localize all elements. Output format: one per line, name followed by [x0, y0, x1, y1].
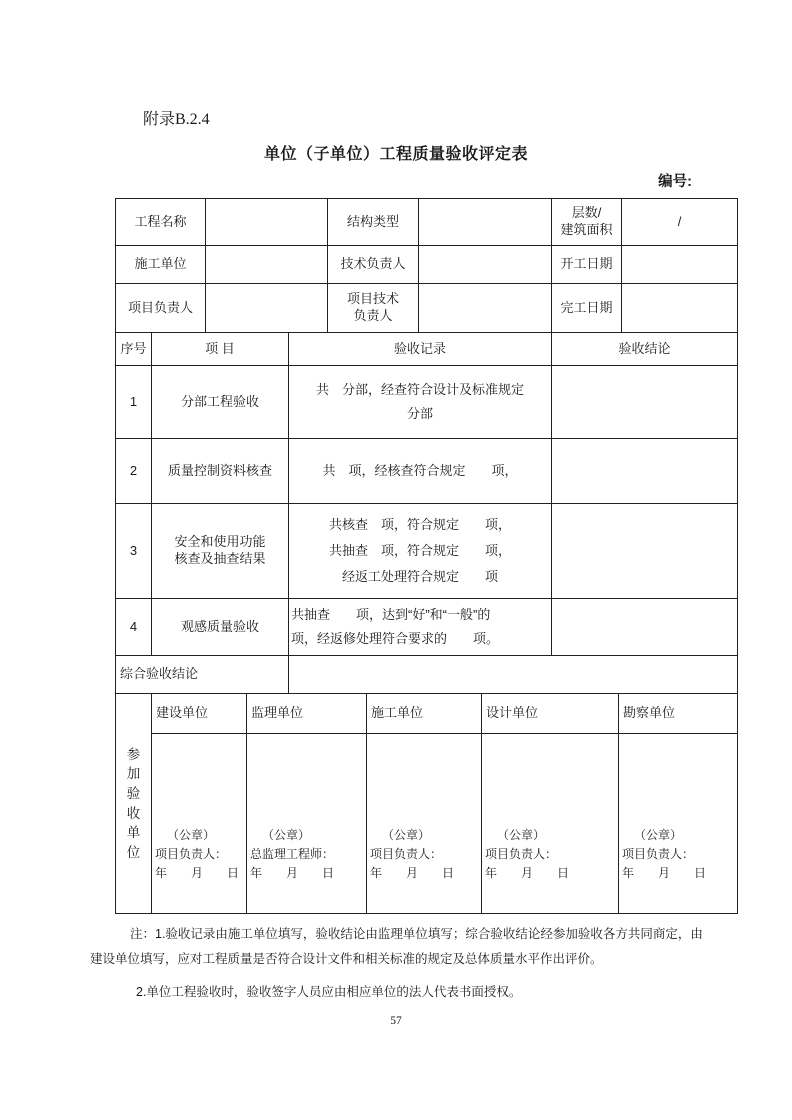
- date-label: 年 月 日: [370, 866, 455, 880]
- floors-area-value: /: [622, 199, 738, 246]
- col-header-item: 项 目: [152, 333, 289, 366]
- date-label: 年 月 日: [155, 866, 240, 880]
- participants-signature-row: [116, 734, 738, 914]
- date-label: 年 月 日: [250, 866, 335, 880]
- item-3-record-line2: 共抽查 项，符合规定 项，: [328, 543, 511, 558]
- table-row: [116, 284, 738, 333]
- project-name-value: [206, 199, 328, 246]
- item-4-name: 观感质量验收: [152, 599, 289, 656]
- table-row: [116, 366, 738, 439]
- table-row: [116, 504, 738, 599]
- technical-director-label: 技术负责人: [328, 246, 419, 284]
- note-1: 注：1.验收记录由施工单位填写，验收结论由监理单位填写；综合验收结论经参加验收各方共同商定，由建设单位填写，应对工程质量是否符合设计文件和相关标准的规定及总体质量水平作出评价。: [90, 927, 703, 966]
- item-1-no: 1: [116, 366, 152, 439]
- date-label: 年 月 日: [485, 866, 570, 880]
- item-3-name-line2: 核查及抽查结果: [174, 551, 266, 566]
- construction-unit-value: [206, 246, 328, 284]
- stamp-label: （公章）: [497, 828, 546, 842]
- items-header-row: [116, 333, 738, 366]
- item-1-name: 分部工程验收: [152, 366, 289, 439]
- table-row: [116, 199, 738, 246]
- project-tech-director-label: [328, 284, 419, 333]
- signature-cell-contractor: [367, 734, 482, 914]
- project-manager-value: [206, 284, 328, 333]
- participants-side-label-text: 参加验收单位: [126, 746, 141, 860]
- doc-number-label: 编号:: [658, 174, 692, 190]
- project-manager-label: 项目负责人: [116, 284, 206, 333]
- item-1-record-line1: 共 分部，经查符合设计及标准规定: [315, 382, 524, 397]
- project-tech-label-line2: 负责人: [353, 308, 393, 323]
- date-label: 年 月 日: [622, 866, 707, 880]
- floors-label-line1: 层数/: [571, 205, 602, 221]
- table-row: [116, 656, 738, 694]
- page-number: 57: [390, 1015, 402, 1027]
- project-tech-label-line1: 项目技术: [346, 291, 399, 307]
- item-3-name: [152, 504, 289, 599]
- item-3-name-line1: 安全和使用功能: [174, 534, 266, 550]
- item-4-record: [289, 599, 552, 656]
- floors-area-label: [552, 199, 622, 246]
- acceptance-items-table: [115, 332, 738, 656]
- signature-cell-survey: [619, 734, 738, 914]
- notes-section: [90, 922, 710, 1005]
- signer-label: 项目负责人：: [622, 847, 695, 861]
- col-header-no: 序号: [116, 333, 152, 366]
- unit-header-contractor: 施工单位: [367, 694, 482, 734]
- structure-type-value: [419, 199, 552, 246]
- item-4-conclusion: [552, 599, 738, 656]
- finish-date-label: 完工日期: [552, 284, 622, 333]
- item-1-conclusion: [552, 366, 738, 439]
- acceptance-form-table: [115, 198, 737, 914]
- signature-cell-construction-owner: [152, 734, 247, 914]
- item-3-no: 3: [116, 504, 152, 599]
- item-2-record-line1: 共 项，经核查符合规定 项，: [322, 463, 518, 478]
- unit-header-design: 设计单位: [482, 694, 619, 734]
- item-3-record: [289, 504, 552, 599]
- item-4-no: 4: [116, 599, 152, 656]
- technical-director-value: [419, 246, 552, 284]
- stamp-label: （公章）: [382, 828, 431, 842]
- col-header-conclusion: 验收结论: [552, 333, 738, 366]
- item-2-no: 2: [116, 439, 152, 504]
- signer-label: 项目负责人：: [155, 847, 228, 861]
- stamp-label: （公章）: [634, 828, 683, 842]
- item-1-record-line2: 分部: [406, 406, 433, 421]
- col-header-record: 验收记录: [289, 333, 552, 366]
- unit-header-supervision: 监理单位: [247, 694, 367, 734]
- item-4-record-line1: 共抽查 项，达到“好”和“一般”的: [291, 607, 491, 622]
- note-2: 2.单位工程验收时，验收签字人员应由相应单位的法人代表书面授权。: [136, 985, 522, 999]
- signature-cell-design: [482, 734, 619, 914]
- item-3-record-line1: 共核查 项，符合规定 项，: [328, 517, 511, 532]
- item-3-record-line3: 经返工处理符合规定 项: [341, 569, 498, 584]
- stamp-label: （公章）: [262, 828, 311, 842]
- summary-conclusion-label: 综合验收结论: [116, 656, 289, 694]
- appendix-label: 附录B.2.4: [143, 111, 210, 128]
- item-2-conclusion: [552, 439, 738, 504]
- stamp-label: （公章）: [167, 828, 216, 842]
- floors-label-line2: 建筑面积: [560, 222, 613, 237]
- table-row: [116, 246, 738, 284]
- item-4-record-line2: 项，经返修处理符合要求的 项。: [291, 631, 500, 646]
- signer-label: 项目负责人：: [485, 847, 558, 861]
- project-name-label: 工程名称: [116, 199, 206, 246]
- signer-label: 项目负责人：: [370, 847, 443, 861]
- page-title: 单位（子单位）工程质量验收评定表: [263, 146, 528, 163]
- construction-unit-label: 施工单位: [116, 246, 206, 284]
- project-tech-director-value: [419, 284, 552, 333]
- participants-side-label: [116, 694, 152, 914]
- unit-header-survey: 勘察单位: [619, 694, 738, 734]
- item-1-record: [289, 366, 552, 439]
- start-date-value: [622, 246, 738, 284]
- item-2-name: 质量控制资料核查: [152, 439, 289, 504]
- item-2-record: [289, 439, 552, 504]
- item-3-conclusion: [552, 504, 738, 599]
- signature-cell-supervision: [247, 734, 367, 914]
- summary-conclusion-value: [289, 656, 738, 694]
- finish-date-value: [622, 284, 738, 333]
- structure-type-label: 结构类型: [328, 199, 419, 246]
- table-row: [116, 439, 738, 504]
- signer-label: 总监理工程师：: [250, 847, 335, 861]
- participants-table: [115, 693, 738, 914]
- unit-header-construction-owner: 建设单位: [152, 694, 247, 734]
- project-info-table: [115, 198, 738, 333]
- participants-header-row: [116, 694, 738, 734]
- start-date-label: 开工日期: [552, 246, 622, 284]
- summary-table: [115, 655, 738, 694]
- table-row: [116, 599, 738, 656]
